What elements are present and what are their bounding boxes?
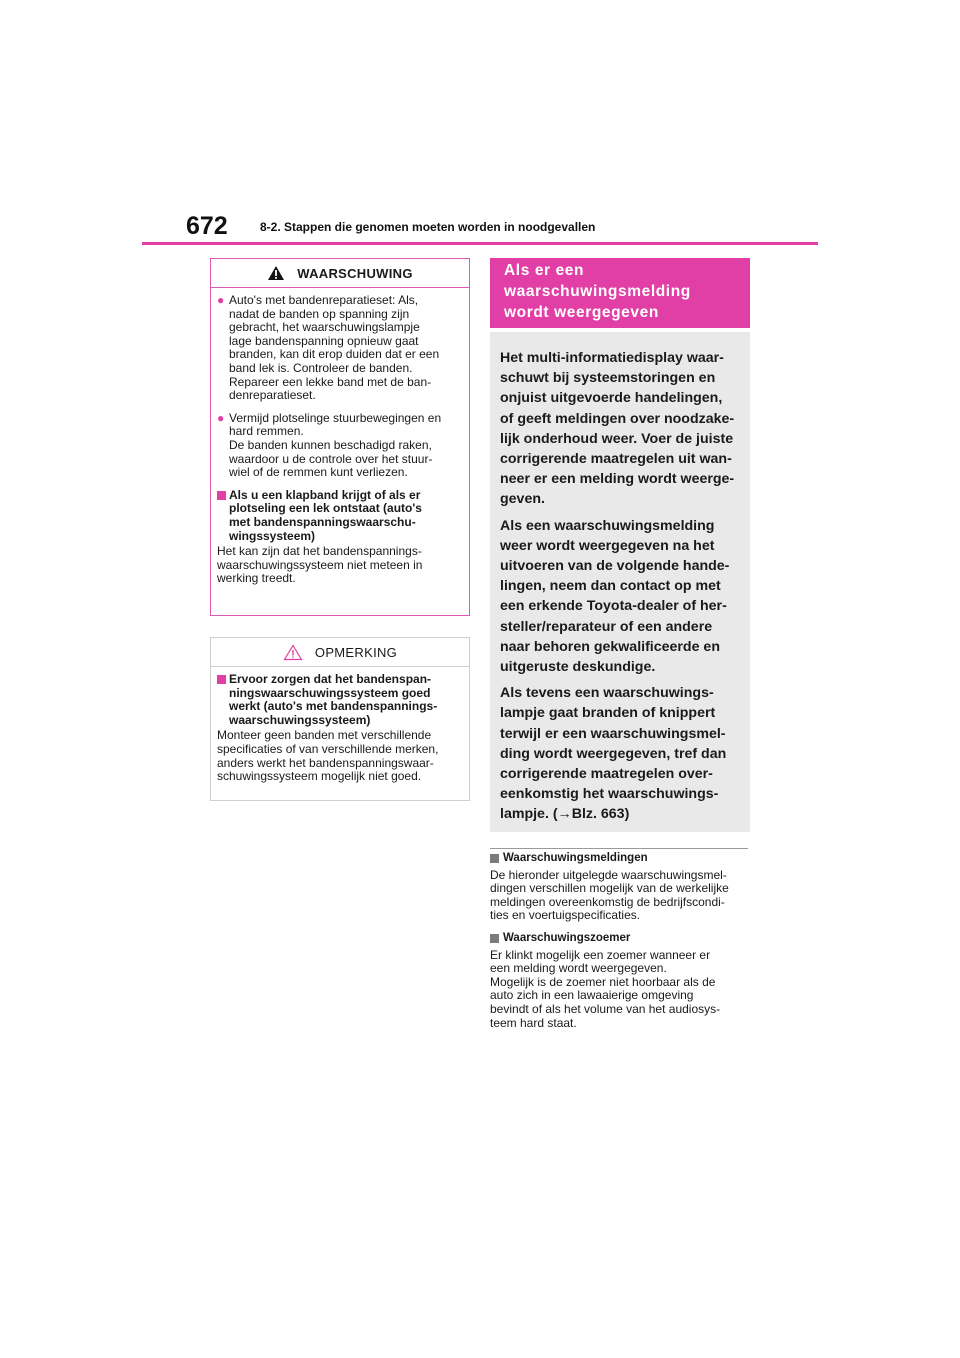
warning-body [211,288,469,592]
notice-body [211,667,469,790]
notice-title: OPMERKING [314,644,398,660]
warning-triangle-icon [267,265,285,281]
notes-section [490,852,752,1039]
notice-box [210,637,470,801]
section-banner-text: Als er een waarschuwingsmelding wordt weergegeven [504,262,691,321]
list-item [217,294,461,403]
bullet-dot-icon: ● [217,410,225,425]
intro-paragraph: Als een waarschuwingsmelding weer wordt weergegeven na het uitvoeren van de volgende hande- lingen, neem dan contact op met een erkende Toyota-dealer of her- steller/reparateur of een andere naar behoren gekwalificeerde en uitgeruste deskundige. [500,517,730,676]
intro-paragraph: Het multi-informatiedisplay waar- schuwt bij systeemstoringen en onjuist uitgevoerde handelingen, of geeft meldingen over noodzake- lijk onderhoud weer. Voer de juiste corrigerende maatregelen uit wan- neer er een melding wordt weerge- geven. [500,350,735,508]
square-bullet-icon [217,489,229,543]
square-bullet-icon [490,934,499,943]
square-bullet-icon [490,854,499,863]
note-heading-text: Waarschuwingszoemer [503,931,631,944]
section-banner [490,258,750,328]
divider [490,848,748,849]
warning-subsection [217,489,461,543]
notice-subsection [217,673,461,727]
warning-box-header [211,259,469,288]
note-heading [490,932,752,946]
note-text: Er klinkt mogelijk een zoemer wanneer er een melding wordt weergegeven. Mogelijk is de zoemer niet hoorbaar als de auto zich in een lawaaierige omgeving bevindt of als het volume van het audiosys- teem hard staat. [490,947,721,1030]
bullet-dot-icon: ● [217,293,225,307]
note-text: De hieronder uitgelegde waarschuwingsmel- dingen verschillen mogelijk van de werkelijke meldingen overeenkomstig de bedrijfscondi- ties en voertuigspecificaties. [490,867,729,923]
notice-sub-text: Monteer geen banden met verschillende specificaties of van verschillende merken, anders werkt het bandenspanningswaar- schuwingssysteem mogelijk niet goed. [217,728,439,784]
warning-sub-heading: Als u een klapband krijgt of als er plotseling een lek ontstaat (auto's met bandenspanningswaarschu- wingssysteem) [229,487,422,543]
warning-box [210,258,470,616]
header-rule [142,242,818,245]
warning-bullet-text: Auto's met bandenreparatieset: Als, nadat de banden op spanning zijn gebracht, het waarschuwingslampje lage bandenspanning opnieuw gaat branden, kan dit erop duiden dat er een band lek is. Controleer de banden. Repareer een lekke band met de ban- denreparatieset. [229,293,440,403]
page-number: 672 [186,212,228,240]
list-item [217,412,461,480]
intro-paragraph: Als tevens een waarschuwings- lampje gaat branden of knippert terwijl er een waarschuwingsmel- ding wordt weergegeven, tref dan corrigerende maatregelen over- eenkomstig het waarschuwings- lampje. (→Blz. 663) [500,685,727,823]
intro-panel [490,332,750,832]
caution-triangle-icon [283,644,303,661]
warning-title: WAARSCHUWING [297,265,413,281]
note-heading-text: Waarschuwingsmeldingen [503,852,648,864]
notice-sub-heading: Ervoor zorgen dat het bandenspan- ningswaarschuwingssysteem goed werkt (auto's met bandenspannings- waarschuwingssysteem) [229,672,438,727]
square-bullet-icon [217,673,229,727]
notice-box-header [211,638,469,667]
note-heading [490,852,752,866]
chapter-title: 8-2. Stappen die genomen moeten worden in noodgevallen [260,220,596,234]
warning-bullet-text: Vermijd plotselinge stuurbewegingen en hard remmen. De banden kunnen beschadigd raken, waardoor u de controle over het stuur- wiel of de remmen kunt verliezen. [229,410,442,480]
warning-sub-text: Het kan zijn dat het bandenspannings- waarschuwingssysteem niet meteen in werking treedt. [217,544,423,586]
